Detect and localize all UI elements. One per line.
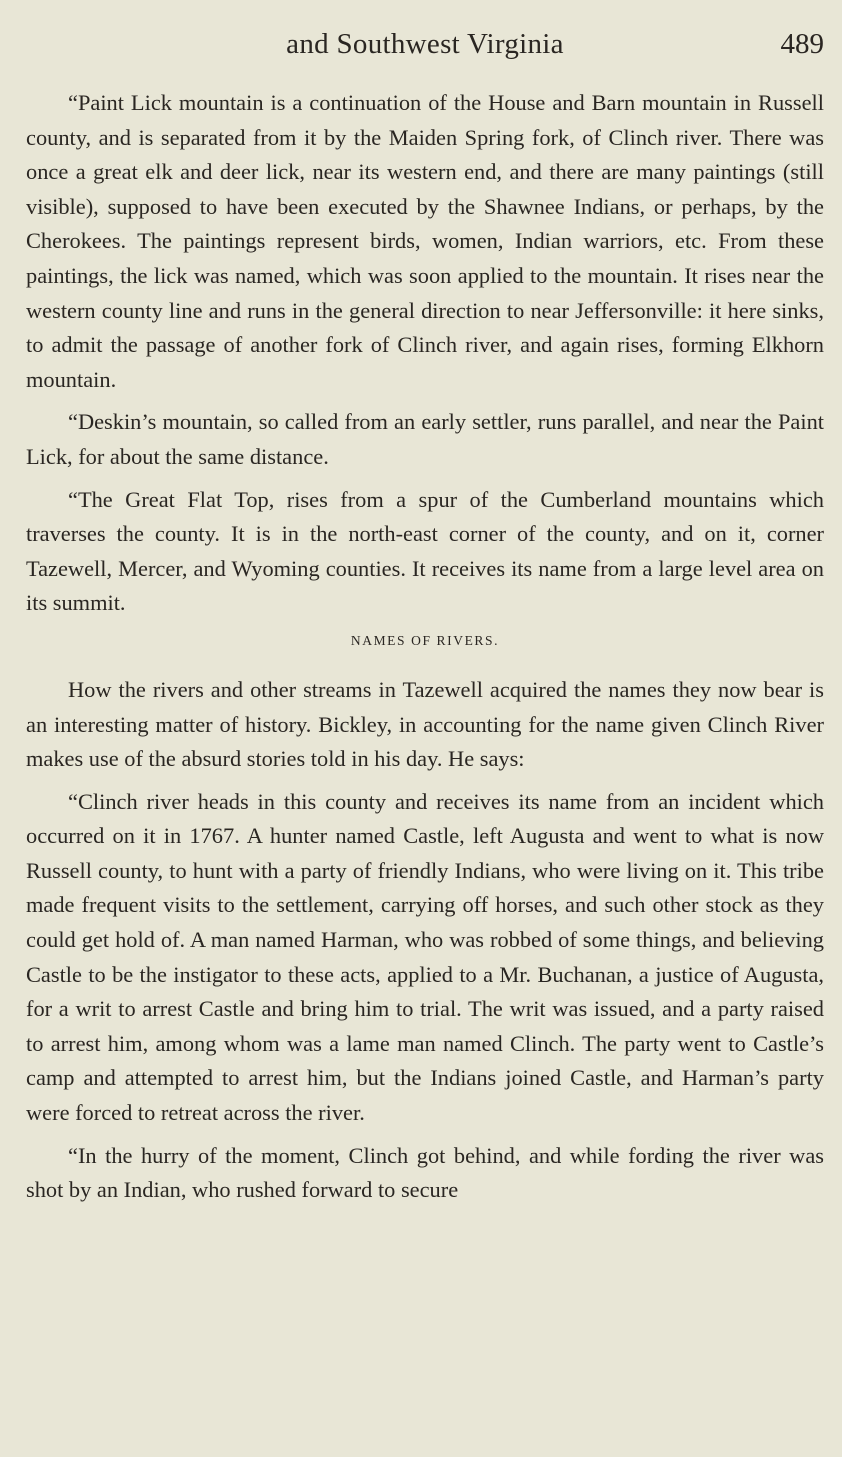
paragraph-paint-lick: “Paint Lick mountain is a continuation of the House and Barn mountain in Russell county, and is separated from it by the Maiden Spring fork, of Clinch river. There was once a great elk and deer lick, near its western end, and there are many paintings (still visible), supposed to have been executed by the Shawnee Indians, or perhaps, by the Cherokees. The paintings represent birds, women, Indian warriors, etc. From these paintings, the lick was named, which was soon applied to the mountain. It rises near the western county line and runs in the general direction to near Jeffersonville: it here sinks, to admit the passage of another fork of Clinch river, and again rises, forming Elkhorn mountain. [26, 90, 824, 392]
paragraph-great-flat-top: “The Great Flat Top, rises from a spur of the Cumberland mountains which traverses the county. It is in the north-east corner of the county, and on it, corner Tazewell, Mercer, and Wyoming counties. It receives its name from a large level area on its summit. [26, 486, 824, 616]
body-text [26, 86, 824, 1208]
paragraph-deskins-mountain: “Deskin’s mountain, so called from an early settler, runs parallel, and near the Paint Lick, for about the same distance. [26, 409, 824, 469]
paragraph-fording-river: “In the hurry of the moment, Clinch got behind, and while fording the river was shot by an Indian, who rushed forward to secure [26, 1142, 824, 1203]
section-heading-names-of-rivers: NAMES OF RIVERS. [350, 632, 500, 648]
paragraph-rivers-history: How the rivers and other streams in Tazewell acquired the names they now bear is an interesting matter of history. Bickley, in accounting for the name given Clinch River makes use of the absurd stories told in his day. He says: [26, 676, 824, 772]
page-number: 489 [780, 28, 824, 60]
running-head [26, 14, 824, 62]
paragraph-clinch-river: “Clinch river heads in this county and receives its name from an incident which occurred on it in 1767. A hunter named Castle, left Augusta and went to what is now Russell county, to hunt with a party of friendly Indians, who were living on it. This tribe made frequent visits to the settlement, carrying off horses, and such other stock as they could get hold of. A man named Harman, who was robbed of some things, and believing Castle to be the instigator to these acts, applied to a Mr. Buchanan, a justice of Augusta, for a writ to arrest Castle and bring him to trial. The writ was issued, and a party raised to arrest him, among whom was a lame man named Clinch. The party went to Castle’s camp and attempted to arrest him, but the Indians joined Castle, and Harman’s party were forced to retreat across the river. [26, 788, 824, 1126]
running-title: and Southwest Virginia [286, 28, 564, 60]
